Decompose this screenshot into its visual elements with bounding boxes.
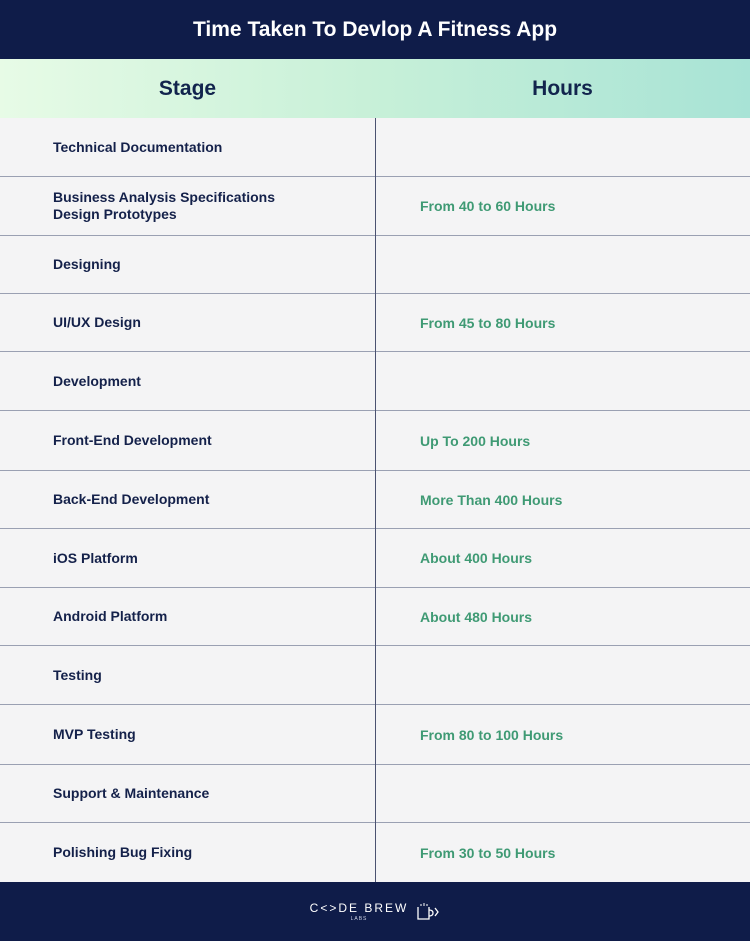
- hours-cell: About 480 Hours: [420, 608, 533, 625]
- brand-name: C<>DE BREW: [309, 901, 409, 915]
- hours-cell: From 80 to 100 Hours: [420, 726, 564, 743]
- coffee-cup-icon: [414, 902, 440, 922]
- brand-sub: LABS: [350, 916, 368, 922]
- page-title: Time Taken To Devlop A Fitness App: [192, 17, 558, 41]
- hours-cell: [420, 765, 740, 822]
- table-header: [0, 59, 750, 118]
- header-hours: Hours: [532, 76, 593, 100]
- stage-cell: Business Analysis Specifications Design Prototypes: [53, 189, 276, 222]
- stage-cell: Designing: [53, 256, 121, 272]
- hours-cell: About 400 Hours: [420, 550, 533, 566]
- hours-cell: [420, 352, 740, 410]
- stage-cell: Back-End Development: [53, 491, 210, 507]
- stage-cell: Development: [53, 372, 141, 389]
- stage-cell: MVP Testing: [53, 726, 136, 742]
- hours-cell: From 40 to 60 Hours: [420, 198, 556, 214]
- hours-cell: From 45 to 80 Hours: [420, 314, 556, 331]
- hours-cell: More Than 400 Hours: [420, 491, 563, 508]
- stage-cell: Testing: [53, 666, 102, 683]
- title-bar: [0, 0, 750, 59]
- stages-table: [0, 118, 750, 882]
- stage-cell: iOS Platform: [53, 549, 138, 566]
- hours-cell: [420, 236, 740, 293]
- stage-cell: Front-End Development: [53, 432, 212, 448]
- hours-cell: [420, 646, 740, 704]
- hours-cell: From 30 to 50 Hours: [420, 844, 556, 861]
- header-stage: Stage: [158, 76, 217, 100]
- stage-cell: Android Platform: [53, 608, 168, 624]
- column-divider: [375, 118, 376, 882]
- hours-cell: Up To 200 Hours: [420, 432, 531, 449]
- stage-cell: Technical Documentation: [53, 138, 223, 155]
- stage-cell: Support & Maintenance: [53, 785, 210, 801]
- brand-logo: [310, 901, 441, 922]
- hours-cell: [420, 118, 740, 176]
- stage-cell: Polishing Bug Fixing: [53, 844, 193, 860]
- stage-cell: UI/UX Design: [53, 314, 141, 330]
- footer: [0, 882, 750, 941]
